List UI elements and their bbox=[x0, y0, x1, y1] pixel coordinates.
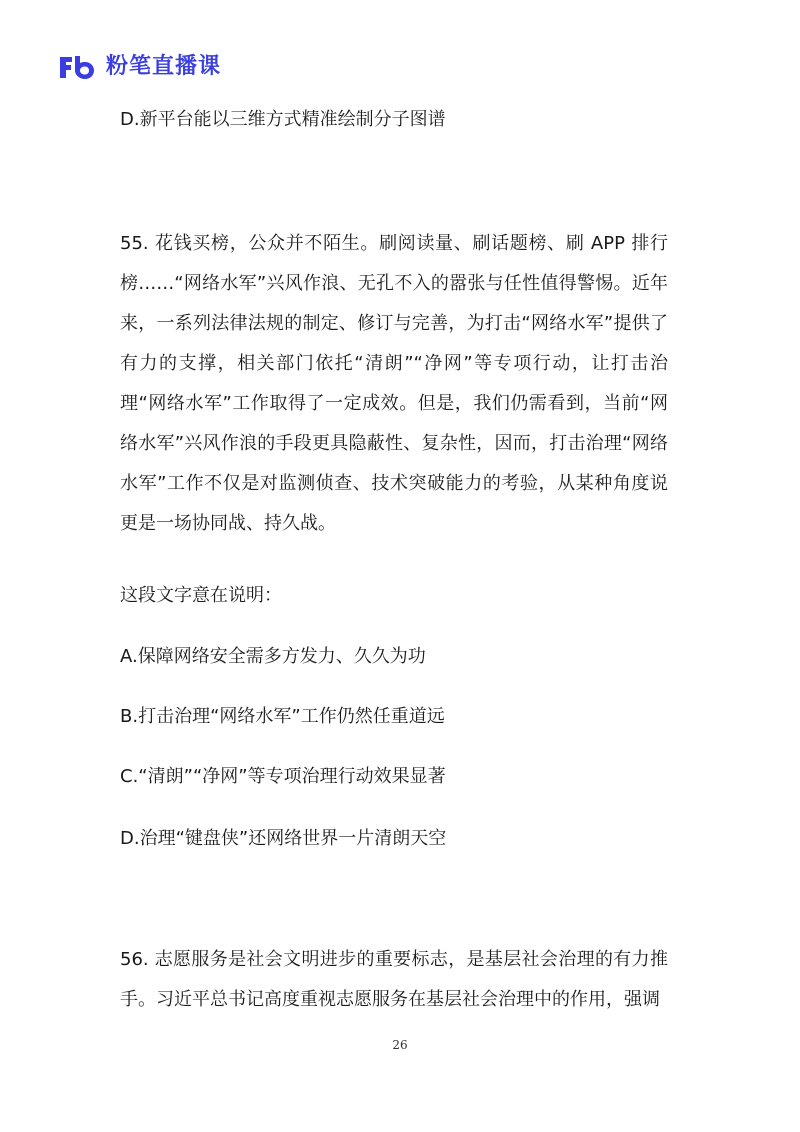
brand-name: 粉笔直播课 bbox=[106, 54, 222, 79]
question-55-prompt: 这段文字意在说明： bbox=[120, 585, 282, 606]
question-55-option-a: A.保障网络安全需多方发力、久久为功 bbox=[120, 646, 426, 667]
question-55-option-c: C.“清朗”“净网”等专项治理行动效果显著 bbox=[120, 766, 446, 787]
question-55-option-b: B.打击治理“网络水军”工作仍然任重道远 bbox=[120, 706, 445, 727]
page-number: 26 bbox=[392, 1038, 408, 1052]
previous-question-option-d: D.新平台能以三维方式精准绘制分子图谱 bbox=[120, 109, 446, 130]
question-55-stem: 55. 花钱买榜，公众并不陌生。刷阅读量、刷话题榜、刷 APP 排行榜……“网络水军”兴风作浪、无孔不入的嚣张与任性值得警惕。近年来，一系列法律法规的制定、修订与完善，为打击“网络水军”提供了有力的支撑，相关部门依托“清朗”“净网”等专项行动，让打击治理“网络水军”工作取得了一定成效。但是，我们仍需看到，当前“网络水军”兴风作浪的手段更具隐蔽性、复杂性，因而，打击治理“网络水军”工作不仅是对监测侦查、技术突破能力的考验，从某种角度说更是一场协同战、持久战。 bbox=[120, 233, 668, 534]
question-56-stem: 56. 志愿服务是社会文明进步的重要标志，是基层社会治理的有力推手。习近平总书记高度重视志愿服务在基层社会治理中的作用，强调 bbox=[120, 949, 668, 1010]
fb-logo-icon bbox=[58, 54, 98, 80]
question-55-option-d: D.治理“键盘侠”还网络世界一片清朗天空 bbox=[120, 828, 447, 849]
header bbox=[58, 52, 221, 82]
